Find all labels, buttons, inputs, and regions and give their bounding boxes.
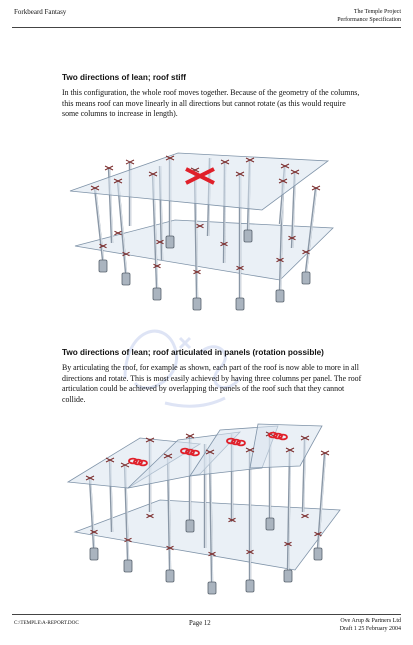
column-footing <box>302 272 310 284</box>
column <box>90 478 94 548</box>
section2-heading: Two directions of lean; roof articulated in panels (rotation possible) <box>62 348 324 357</box>
page-header-left: Forkbeard Fantasy <box>14 8 67 16</box>
column-footing <box>166 236 174 248</box>
page-header-right <box>337 8 401 24</box>
column-footing <box>166 570 174 582</box>
footer-right <box>340 617 401 633</box>
column-footing <box>266 518 274 530</box>
header-rule <box>12 27 401 28</box>
figure-articulated-roof-diagram <box>0 420 413 600</box>
section2-body: By articulating the roof, for example as shown, each part of the roof is now able to more in all directions and rotate. This is most easily achieved by having three columns per panel. The roof articulation could be achieved by overlapping the panels of the roof such that they cannot collide. <box>62 363 362 404</box>
column-footing <box>124 560 132 572</box>
column-footing <box>276 290 284 302</box>
connection-cross <box>115 231 122 235</box>
column-footing <box>90 548 98 560</box>
roof-plate <box>70 153 328 210</box>
footer-file-path: C:\TEMPLE\A-REPORT.DOC <box>14 620 79 626</box>
figure-stiff-roof-diagram <box>0 148 413 318</box>
column-footing <box>208 582 216 594</box>
header-project-title: The Temple Project <box>353 9 401 15</box>
column-footing <box>246 580 254 592</box>
column-footing <box>284 570 292 582</box>
footer-draft-date: Draft 1 25 February 2004 <box>339 626 401 632</box>
column-footing <box>122 273 130 285</box>
header-doc-title: Performance Specification <box>337 17 401 23</box>
column-footing <box>186 520 194 532</box>
footer-page-number: Page 12 <box>189 620 211 627</box>
section1-body: In this configuration, the whole roof moves together. Because of the geometry of the columns, this means roof can move linearly in all directions but cannot rotate (as this would require some columns to increase in length). <box>62 88 360 118</box>
lower-plate <box>75 220 333 280</box>
lower-plate <box>75 500 340 570</box>
roof-panel <box>250 424 322 468</box>
section1-heading: Two directions of lean; roof stiff <box>62 73 187 82</box>
column-footing <box>314 548 322 560</box>
footer-rule <box>12 614 401 615</box>
column-footing <box>99 260 107 272</box>
column-footing <box>153 288 161 300</box>
footer-company: Ove Arup & Partners Ltd <box>340 618 401 624</box>
column-footing <box>244 230 252 242</box>
